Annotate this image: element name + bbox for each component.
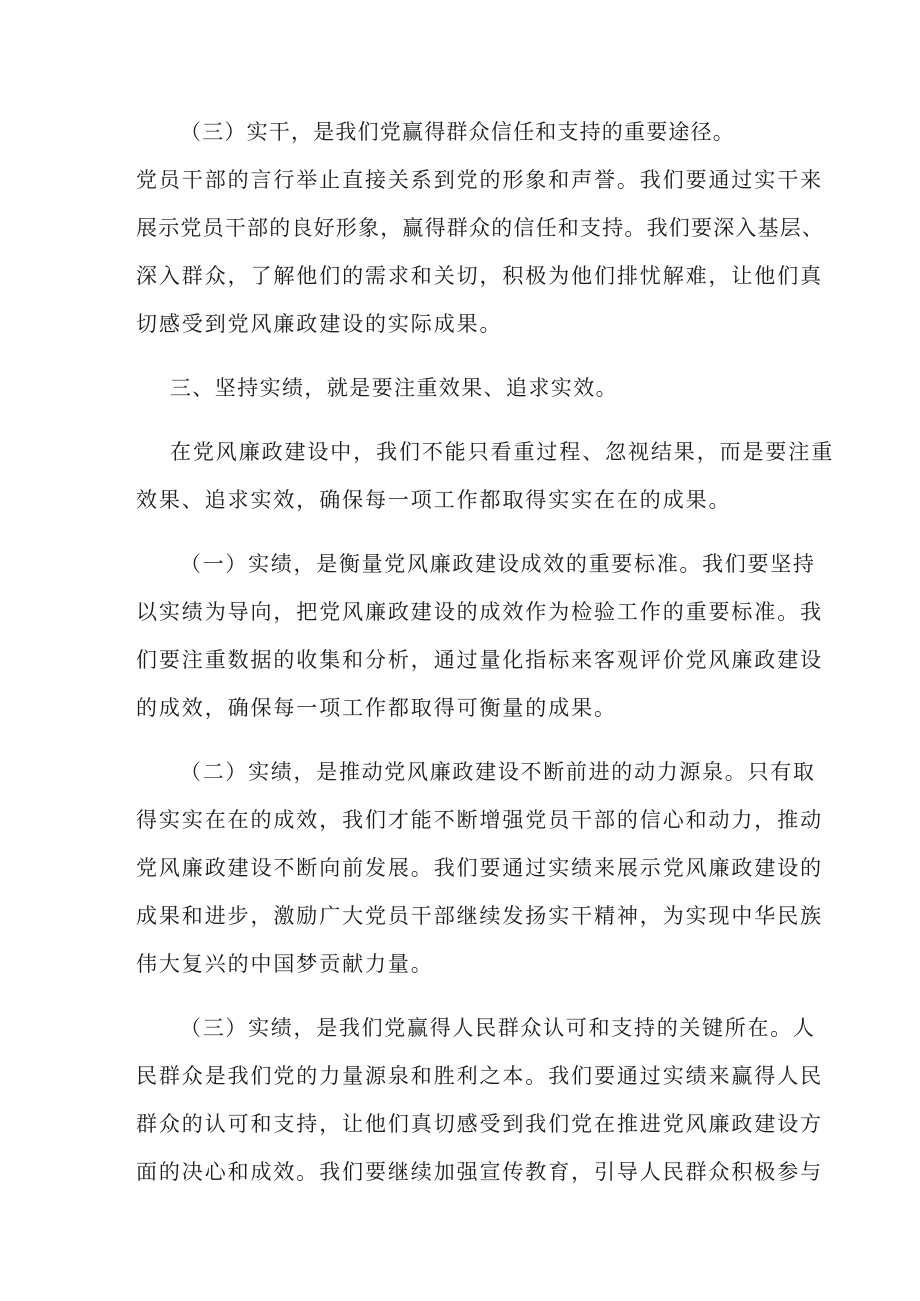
text-line: 民群众是我们党的力量源泉和胜利之本。我们要通过实绩来赢得人民 xyxy=(136,1064,823,1088)
text-line: 展示党员干部的良好形象，赢得群众的信任和支持。我们要深入基层、 xyxy=(136,216,825,240)
text-line: 深入群众，了解他们的需求和关切，积极为他们排忧解难，让他们真 xyxy=(136,264,823,288)
text-line: 党风廉政建设不断向前发展。我们要通过实绩来展示党风廉政建设的 xyxy=(136,856,823,880)
section-heading: 三、坚持实绩，就是要注重效果、追求实效。 xyxy=(170,376,618,400)
text-line: 切感受到党风廉政建设的实际成果。 xyxy=(136,312,503,336)
text-line: 面的决心和成效。我们要继续加强宣传教育，引导人民群众积极参与 xyxy=(136,1160,823,1184)
text-line: 成果和进步，激励广大党员干部继续发扬实干精神，为实现中华民族 xyxy=(136,904,823,928)
text-line: 的成效，确保每一项工作都取得可衡量的成果。 xyxy=(136,696,617,720)
text-line: 党员干部的言行举止直接关系到党的形象和声誉。我们要通过实干来 xyxy=(136,168,823,192)
text-line: 群众的认可和支持，让他们真切感受到我们党在推进党风廉政建设方 xyxy=(136,1112,823,1136)
text-line: 以实绩为导向，把党风廉政建设的成效作为检验工作的重要标准。我 xyxy=(136,600,823,624)
text-line: 们要注重数据的收集和分析，通过量化指标来客观评价党风廉政建设 xyxy=(136,648,823,672)
text-line: （一）实绩，是衡量党风廉政建设成效的重要标准。我们要坚持 xyxy=(180,552,816,576)
text-line: 效果、追求实效，确保每一项工作都取得实实在在的成果。 xyxy=(136,488,732,512)
text-line: （三）实干，是我们党赢得群众信任和支持的重要途径。 xyxy=(180,120,735,144)
text-line: 在党风廉政建设中，我们不能只看重过程、忽视结果，而是要注重 xyxy=(170,440,835,464)
text-line: （三）实绩，是我们党赢得人民群众认可和支持的关键所在。人 xyxy=(180,1016,816,1040)
text-line: （二）实绩，是推动党风廉政建设不断前进的动力源泉。只有取 xyxy=(180,760,816,784)
text-line: 得实实在在的成效，我们才能不断增强党员干部的信心和动力，推动 xyxy=(136,808,823,832)
text-line: 伟大复兴的中国梦贡献力量。 xyxy=(136,952,434,976)
